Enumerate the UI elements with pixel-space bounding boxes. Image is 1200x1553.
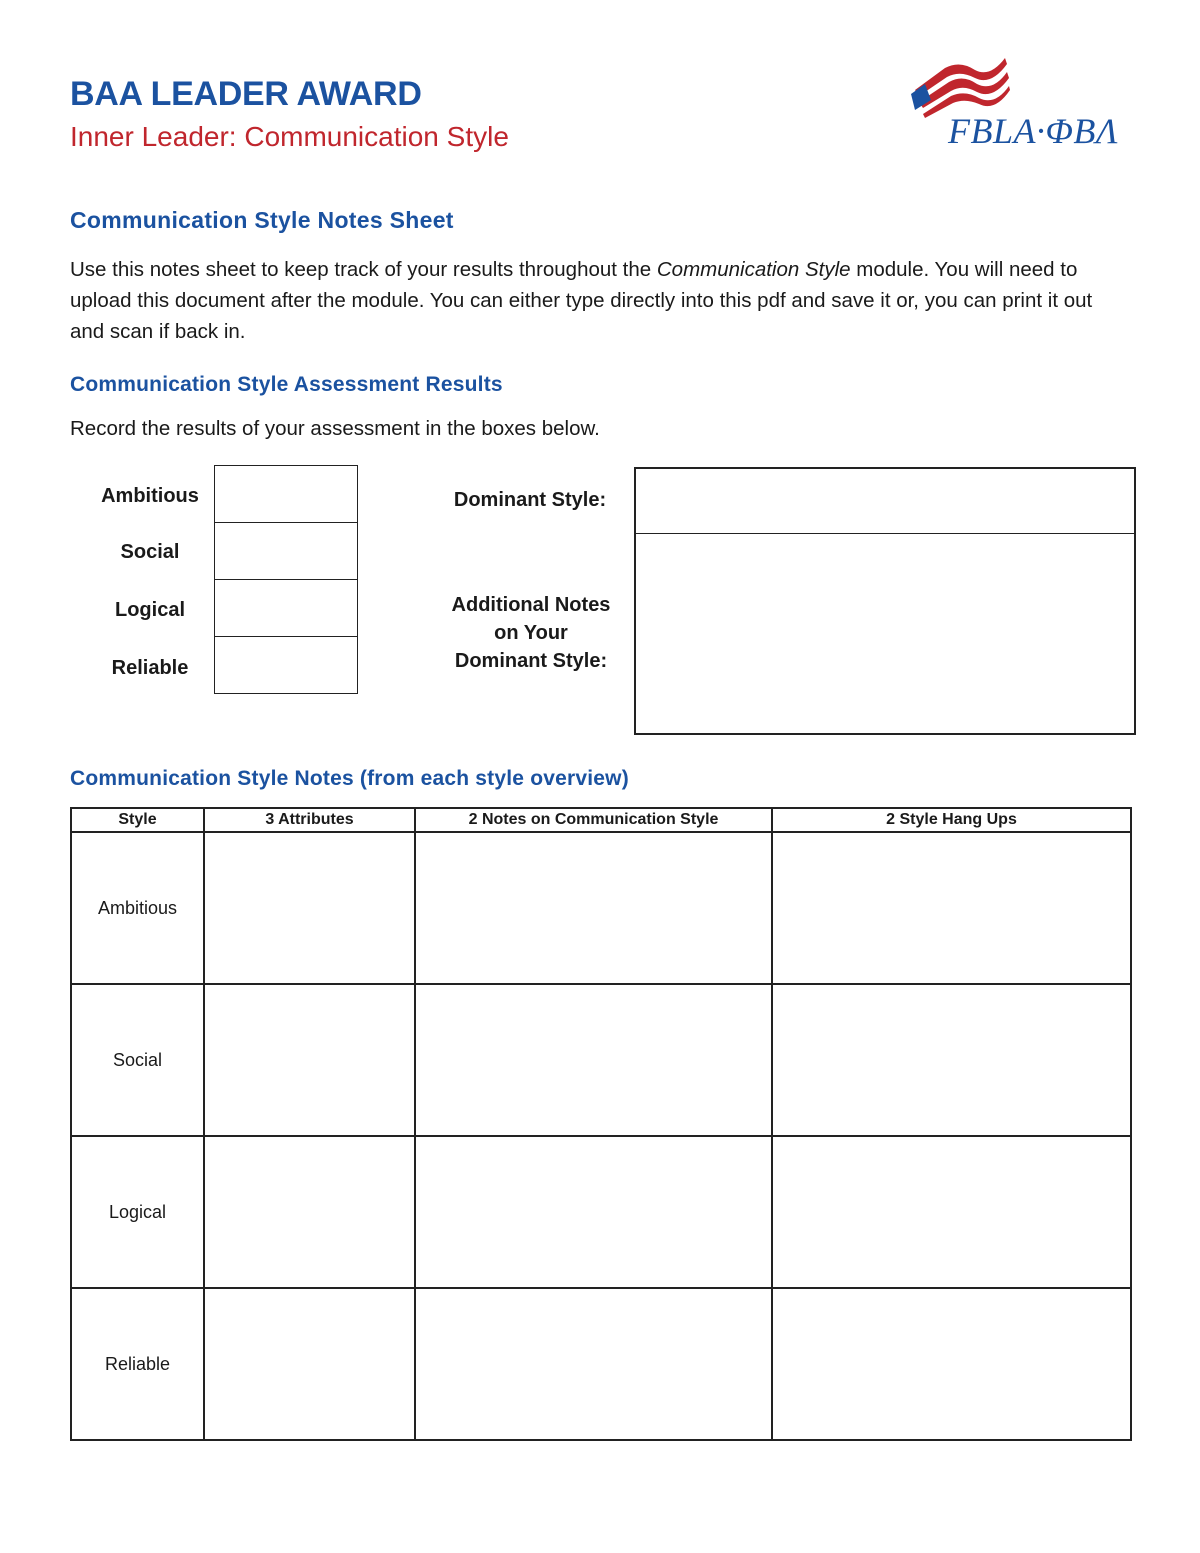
notes-cell[interactable] <box>415 832 772 984</box>
page-subtitle: Inner Leader: Communication Style <box>70 121 509 152</box>
score-input-social[interactable] <box>214 522 358 580</box>
row-style-label: Reliable <box>71 1288 204 1440</box>
dominant-style-box[interactable] <box>634 467 1136 735</box>
intro-paragraph <box>70 254 1130 347</box>
score-label-ambitious: Ambitious <box>101 485 199 507</box>
score-label-reliable: Reliable <box>111 657 189 679</box>
score-label-logical: Logical <box>114 599 185 621</box>
attributes-cell[interactable] <box>204 1136 415 1288</box>
table-header-row <box>71 808 1131 832</box>
attributes-cell[interactable] <box>204 832 415 984</box>
page-title: BAA LEADER AWARD <box>70 75 422 113</box>
notes-cell[interactable] <box>415 1136 772 1288</box>
notes-table-heading: Communication Style Notes (from each style overview) <box>70 767 629 790</box>
notes-sheet-heading: Communication Style Notes Sheet <box>70 207 454 233</box>
table-row <box>71 1288 1131 1440</box>
column-header-attributes: 3 Attributes <box>204 808 415 832</box>
intro-module-name: Communication Style <box>656 258 851 281</box>
score-input-logical[interactable] <box>214 579 358 637</box>
column-header-style: Style <box>71 808 204 832</box>
table-row <box>71 1136 1131 1288</box>
logo-wordmark: FBLA·ΦΒΛ <box>948 111 1119 151</box>
hang-ups-cell[interactable] <box>772 1288 1131 1440</box>
column-header-notes: 2 Notes on Communication Style <box>415 808 772 832</box>
column-header-hang-ups: 2 Style Hang Ups <box>772 808 1131 832</box>
intro-text-start: Use this notes sheet to keep track of your results throughout the <box>70 258 657 281</box>
additional-notes-label-line: Dominant Style: <box>454 650 608 672</box>
hang-ups-cell[interactable] <box>772 984 1131 1136</box>
table-row <box>71 984 1131 1136</box>
additional-notes-label <box>430 591 632 675</box>
attributes-cell[interactable] <box>204 1288 415 1440</box>
intro-text-end: module. You will need to upload this document after the module. You can either type directly into this pdf and save it or, you can print it out and scan if back in. <box>70 258 1093 343</box>
hang-ups-cell[interactable] <box>772 832 1131 984</box>
assessment-instruction: Record the results of your assessment in the boxes below. <box>70 417 600 440</box>
score-input-ambitious[interactable] <box>214 465 358 523</box>
score-input-reliable[interactable] <box>214 636 358 694</box>
score-label-social: Social <box>120 541 180 563</box>
dominant-box-divider <box>636 533 1134 534</box>
notes-cell[interactable] <box>415 984 772 1136</box>
row-style-label: Logical <box>71 1136 204 1288</box>
notes-cell[interactable] <box>415 1288 772 1440</box>
fbla-pbl-logo <box>905 50 1135 160</box>
additional-notes-label-line: Additional Notes <box>451 594 611 616</box>
attributes-cell[interactable] <box>204 984 415 1136</box>
dominant-style-label: Dominant Style: <box>453 489 607 511</box>
style-notes-table <box>70 807 1132 1441</box>
row-style-label: Ambitious <box>71 832 204 984</box>
additional-notes-label-line: on Your <box>494 622 568 644</box>
table-row <box>71 832 1131 984</box>
assessment-heading: Communication Style Assessment Results <box>70 373 503 396</box>
hang-ups-cell[interactable] <box>772 1136 1131 1288</box>
row-style-label: Social <box>71 984 204 1136</box>
